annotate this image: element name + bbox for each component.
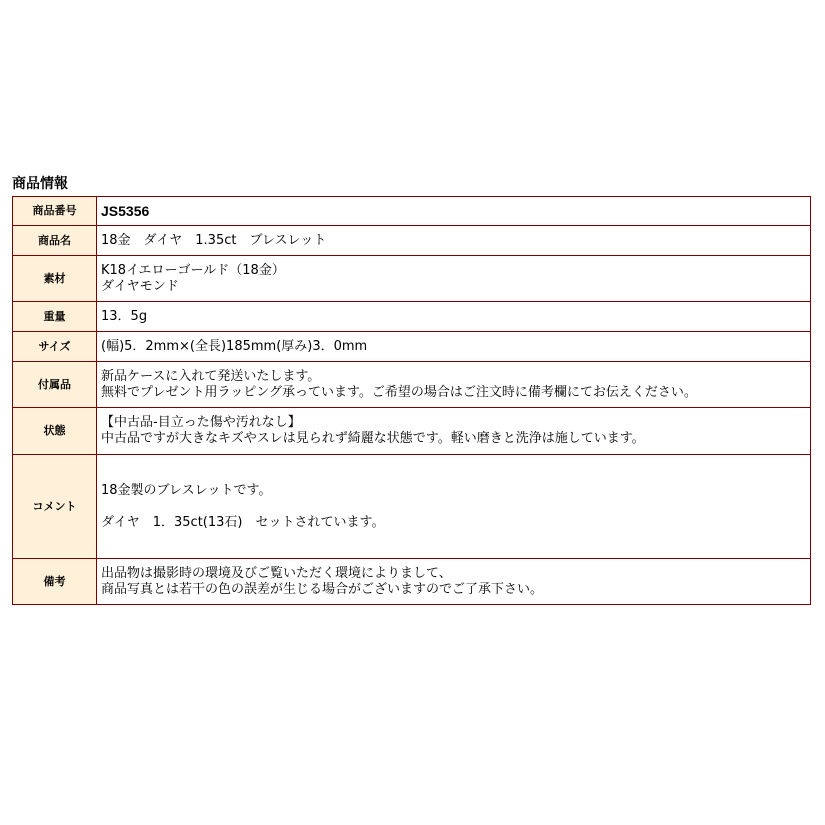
label-product-number: 商品番号 xyxy=(13,197,97,226)
table-row-accessories xyxy=(13,362,811,408)
table-row-product-number xyxy=(13,197,811,226)
value-product-name xyxy=(97,226,811,256)
comment-line-2: ダイヤ 1．35ct(13石) セットされています。 xyxy=(101,514,385,530)
value-weight xyxy=(97,302,811,332)
table-row-remarks xyxy=(13,559,811,605)
value-remarks xyxy=(97,559,811,605)
table-row-product-name xyxy=(13,226,811,256)
material-line-2: ダイヤモンド xyxy=(101,278,179,294)
product-name-text: 18金 ダイヤ 1.35ct ブレスレット xyxy=(101,232,327,248)
accessories-line-2: 無料でプレゼント用ラッピング承っています。ご希望の場合はご注文時に備考欄にてお伝えください。 xyxy=(101,384,697,400)
label-remarks: 備考 xyxy=(13,559,97,605)
product-info-table xyxy=(12,196,811,605)
value-material xyxy=(97,256,811,302)
size-text: (幅)5．2mm×(全長)185mm(厚み)3．0mm xyxy=(101,338,368,354)
remarks-line-2: 商品写真とは若干の色の誤差が生じる場合がございますのでご了承下さい。 xyxy=(101,581,544,597)
comment-line-1: 18金製のブレスレットです。 xyxy=(101,482,272,498)
value-size xyxy=(97,332,811,362)
section-title: 商品情報 xyxy=(12,176,68,192)
label-material: 素材 xyxy=(13,256,97,302)
condition-line-2: 中古品ですが大きなキズやスレは見られず綺麗な状態です。軽い磨きと洗浄は施しています。 xyxy=(101,431,645,446)
accessories-line-1: 新品ケースに入れて発送いたします。 xyxy=(101,368,321,384)
table-row-condition xyxy=(13,408,811,455)
table-row-size xyxy=(13,332,811,362)
product-number-text: JS5356 xyxy=(101,203,150,219)
label-product-name: 商品名 xyxy=(13,226,97,256)
label-condition: 状態 xyxy=(13,408,97,455)
material-line-1: K18イエローゴールド（18金） xyxy=(101,262,285,278)
table-row-comment xyxy=(13,455,811,559)
value-product-number xyxy=(97,197,811,226)
value-comment xyxy=(97,455,811,559)
remarks-line-1: 出品物は撮影時の環境及びご覧いただく環境によりまして、 xyxy=(101,565,452,581)
value-accessories xyxy=(97,362,811,408)
table-row-weight xyxy=(13,302,811,332)
label-accessories: 付属品 xyxy=(13,362,97,408)
label-comment: コメント xyxy=(13,455,97,559)
value-condition xyxy=(97,408,811,455)
label-weight: 重量 xyxy=(13,302,97,332)
label-size: サイズ xyxy=(13,332,97,362)
condition-line-1: 【中古品-目立った傷や汚れなし】 xyxy=(101,415,301,430)
weight-text: 13．5g xyxy=(101,308,148,324)
table-row-material xyxy=(13,256,811,302)
